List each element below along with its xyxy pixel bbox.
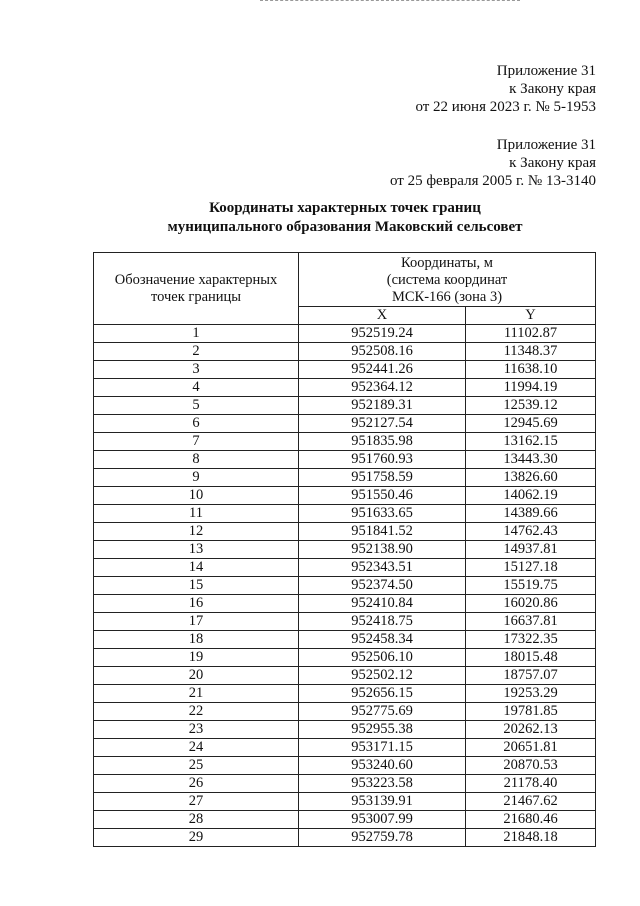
coord-y: 20651.81	[466, 739, 596, 757]
table-row	[94, 595, 596, 613]
point-number: 24	[94, 739, 299, 757]
coord-x: 952759.78	[299, 829, 466, 847]
coord-y: 21680.46	[466, 811, 596, 829]
table-row	[94, 631, 596, 649]
point-number: 26	[94, 775, 299, 793]
point-number: 14	[94, 559, 299, 577]
point-number: 21	[94, 685, 299, 703]
coord-y: 21848.18	[466, 829, 596, 847]
annex-number: Приложение 31	[496, 63, 596, 79]
coord-x: 953007.99	[299, 811, 466, 829]
table-row	[94, 361, 596, 379]
scan-artifact	[260, 0, 520, 3]
coord-x: 951760.93	[299, 451, 466, 469]
point-number: 16	[94, 595, 299, 613]
table-row	[94, 559, 596, 577]
coord-y: 15519.75	[466, 577, 596, 595]
point-number: 12	[94, 523, 299, 541]
coord-x: 952189.31	[299, 397, 466, 415]
title-line-2: муниципального образования Маковский сельсовет	[167, 219, 523, 235]
coord-y: 18757.07	[466, 667, 596, 685]
table-row	[94, 649, 596, 667]
coord-x: 951633.65	[299, 505, 466, 523]
coord-x: 952458.34	[299, 631, 466, 649]
table-row	[94, 433, 596, 451]
coord-x: 952508.16	[299, 343, 466, 361]
point-number: 2	[94, 343, 299, 361]
table-row	[94, 343, 596, 361]
point-number: 29	[94, 829, 299, 847]
header-y: Y	[466, 307, 596, 325]
point-number: 23	[94, 721, 299, 739]
coord-x: 952410.84	[299, 595, 466, 613]
table-row	[94, 325, 596, 343]
header-coordinates-line-3: МСК-166 (зона 3)	[391, 289, 503, 305]
point-number: 25	[94, 757, 299, 775]
annex-date: от 25 февраля 2005 г. № 13-3140	[389, 173, 596, 189]
coord-x: 952656.15	[299, 685, 466, 703]
coord-y: 18015.48	[466, 649, 596, 667]
coord-x: 951841.52	[299, 523, 466, 541]
coord-y: 15127.18	[466, 559, 596, 577]
table-row	[94, 469, 596, 487]
coord-x: 952441.26	[299, 361, 466, 379]
point-number: 5	[94, 397, 299, 415]
point-number: 28	[94, 811, 299, 829]
coord-x: 952955.38	[299, 721, 466, 739]
coord-y: 19781.85	[466, 703, 596, 721]
coord-x: 952374.50	[299, 577, 466, 595]
coord-y: 17322.35	[466, 631, 596, 649]
point-number: 22	[94, 703, 299, 721]
coord-y: 13162.15	[466, 433, 596, 451]
coord-y: 11994.19	[466, 379, 596, 397]
table-row	[94, 379, 596, 397]
coord-y: 12539.12	[466, 397, 596, 415]
coord-x: 951758.59	[299, 469, 466, 487]
point-number: 10	[94, 487, 299, 505]
coordinates-table	[93, 252, 596, 847]
table-row	[94, 739, 596, 757]
coord-y: 11638.10	[466, 361, 596, 379]
coord-y: 11102.87	[466, 325, 596, 343]
coord-x: 952775.69	[299, 703, 466, 721]
table-row	[94, 505, 596, 523]
coord-x: 953171.15	[299, 739, 466, 757]
coord-y: 11348.37	[466, 343, 596, 361]
point-number: 3	[94, 361, 299, 379]
coord-y: 21467.62	[466, 793, 596, 811]
annex-law: к Закону края	[509, 155, 596, 171]
coord-x: 952506.10	[299, 649, 466, 667]
coord-x: 952343.51	[299, 559, 466, 577]
point-number: 8	[94, 451, 299, 469]
header-coordinates-line-1: Координаты, м	[401, 255, 493, 271]
coord-x: 952502.12	[299, 667, 466, 685]
table-row	[94, 415, 596, 433]
coord-x: 953223.58	[299, 775, 466, 793]
coord-y: 12945.69	[466, 415, 596, 433]
title-line-1: Координаты характерных точек границ	[209, 200, 481, 216]
document-title	[0, 199, 640, 237]
coord-y: 19253.29	[466, 685, 596, 703]
point-number: 11	[94, 505, 299, 523]
header-coordinates	[299, 253, 596, 307]
coord-x: 953139.91	[299, 793, 466, 811]
coord-y: 14937.81	[466, 541, 596, 559]
header-coordinates-line-2: (система координат	[386, 272, 508, 288]
point-number: 20	[94, 667, 299, 685]
coord-x: 952127.54	[299, 415, 466, 433]
coord-x: 952418.75	[299, 613, 466, 631]
table-row	[94, 613, 596, 631]
coord-y: 16637.81	[466, 613, 596, 631]
table-row	[94, 667, 596, 685]
coord-y: 13443.30	[466, 451, 596, 469]
coord-x: 953240.60	[299, 757, 466, 775]
point-number: 18	[94, 631, 299, 649]
coord-y: 13826.60	[466, 469, 596, 487]
coord-x: 952138.90	[299, 541, 466, 559]
annex-reference-current	[415, 62, 596, 116]
table-row	[94, 451, 596, 469]
point-number: 17	[94, 613, 299, 631]
table-row	[94, 757, 596, 775]
table-row	[94, 487, 596, 505]
table-row	[94, 829, 596, 847]
coord-y: 14762.43	[466, 523, 596, 541]
table-row	[94, 685, 596, 703]
table-row	[94, 793, 596, 811]
table-row	[94, 721, 596, 739]
point-number: 4	[94, 379, 299, 397]
table-row	[94, 523, 596, 541]
point-number: 13	[94, 541, 299, 559]
coord-x: 951550.46	[299, 487, 466, 505]
annex-reference-original	[390, 136, 596, 190]
table-row	[94, 577, 596, 595]
coord-x: 952519.24	[299, 325, 466, 343]
annex-date: от 22 июня 2023 г. № 5-1953	[415, 99, 596, 115]
point-number: 7	[94, 433, 299, 451]
point-number: 6	[94, 415, 299, 433]
table-row	[94, 811, 596, 829]
header-point: Обозначение характерных точек границы	[94, 253, 299, 325]
coord-y: 14062.19	[466, 487, 596, 505]
coord-y: 20262.13	[466, 721, 596, 739]
coord-y: 16020.86	[466, 595, 596, 613]
coord-y: 21178.40	[466, 775, 596, 793]
table-row	[94, 775, 596, 793]
point-number: 19	[94, 649, 299, 667]
coord-x: 951835.98	[299, 433, 466, 451]
point-number: 1	[94, 325, 299, 343]
point-number: 15	[94, 577, 299, 595]
table-row	[94, 703, 596, 721]
table-row	[94, 397, 596, 415]
header-x: X	[299, 307, 466, 325]
annex-law: к Закону края	[509, 81, 596, 97]
coord-y: 20870.53	[466, 757, 596, 775]
coord-x: 952364.12	[299, 379, 466, 397]
table-row	[94, 541, 596, 559]
point-number: 9	[94, 469, 299, 487]
point-number: 27	[94, 793, 299, 811]
annex-number: Приложение 31	[496, 137, 596, 153]
coord-y: 14389.66	[466, 505, 596, 523]
